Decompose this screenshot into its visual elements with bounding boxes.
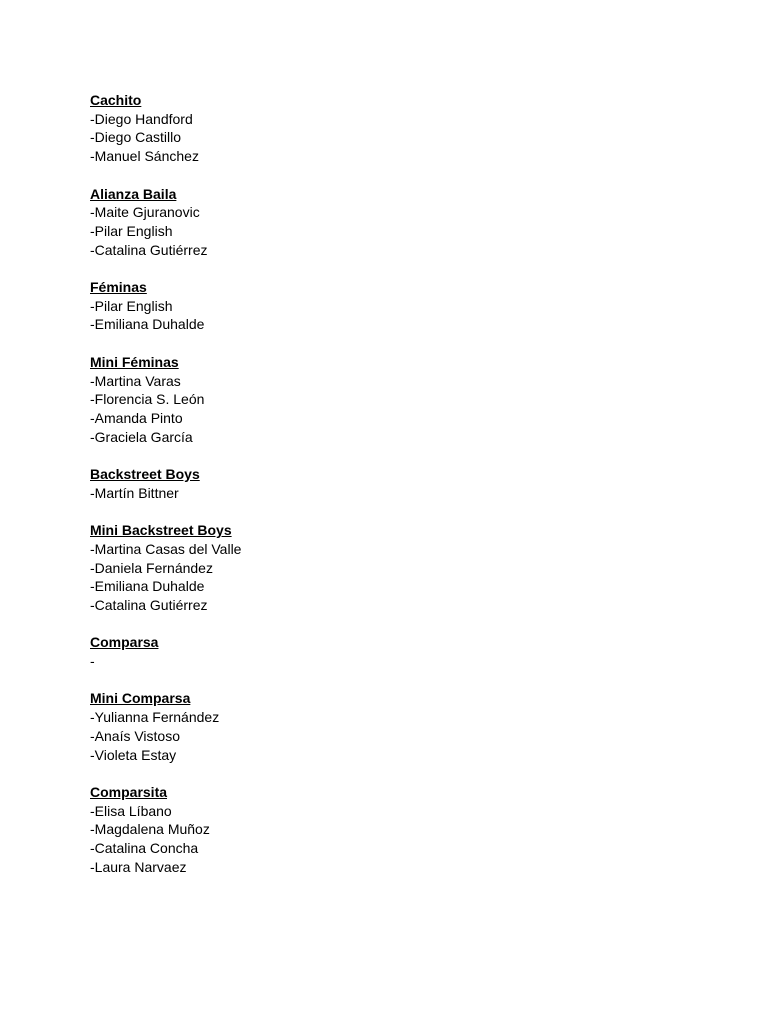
group-heading: Comparsita (90, 783, 168, 800)
member-list (90, 110, 690, 166)
group-comparsita (90, 783, 690, 877)
group-heading: Cachito (90, 92, 142, 108)
member-item: -Martina Casas del Valle (90, 540, 242, 557)
member-item: -Catalina Gutiérrez (90, 241, 208, 258)
group-alianza-baila (90, 185, 690, 260)
group-cachito (90, 91, 690, 166)
member-item: -Catalina Concha (90, 840, 199, 856)
member-list (90, 203, 690, 259)
member-item: - (90, 653, 95, 669)
group-feminas (90, 278, 690, 334)
group-backstreet-boys (90, 465, 690, 502)
member-item: -Emiliana Duhalde (90, 316, 205, 333)
member-item: -Diego Handford (90, 110, 193, 127)
member-item: -Laura Narvaez (90, 858, 187, 875)
group-mini-backstreet-boys (90, 521, 690, 615)
member-list (90, 297, 690, 334)
member-item: -Graciela García (90, 428, 193, 445)
group-heading: Alianza Baila (90, 185, 177, 202)
member-list (90, 540, 690, 615)
member-item: -Martina Varas (90, 372, 181, 389)
group-mini-feminas (90, 353, 690, 447)
group-heading: Féminas (90, 279, 147, 295)
member-item: -Martín Bittner (90, 484, 179, 501)
member-item: -Catalina Gutiérrez (90, 596, 208, 613)
group-heading: Backstreet Boys (90, 466, 200, 482)
member-item: -Pilar English (90, 297, 173, 314)
group-heading: Mini Backstreet Boys (90, 522, 232, 539)
member-list (90, 802, 690, 877)
group-heading: Mini Comparsa (90, 690, 191, 707)
member-item: -Pilar English (90, 222, 173, 239)
member-item: -Violeta Estay (90, 746, 177, 763)
member-item: -Maite Gjuranovic (90, 204, 200, 221)
document-page (90, 91, 690, 895)
group-heading: Mini Féminas (90, 353, 179, 370)
member-item: -Amanda Pinto (90, 409, 183, 426)
member-item: -Anaís Vistoso (90, 727, 181, 744)
group-comparsa (90, 633, 690, 670)
member-list (90, 708, 690, 764)
member-item: -Manuel Sánchez (90, 148, 199, 165)
member-item: -Diego Castillo (90, 129, 182, 146)
group-heading: Comparsa (90, 634, 159, 651)
member-item: -Emiliana Duhalde (90, 578, 205, 595)
member-item: -Elisa Líbano (90, 802, 172, 819)
member-item: -Yulianna Fernández (90, 709, 220, 726)
member-list (90, 372, 690, 447)
member-item: -Florencia S. León (90, 391, 205, 408)
member-list (90, 484, 690, 503)
member-item: -Daniela Fernández (90, 559, 213, 576)
member-list (90, 652, 690, 671)
member-item: -Magdalena Muñoz (90, 821, 210, 838)
group-mini-comparsa (90, 689, 690, 764)
